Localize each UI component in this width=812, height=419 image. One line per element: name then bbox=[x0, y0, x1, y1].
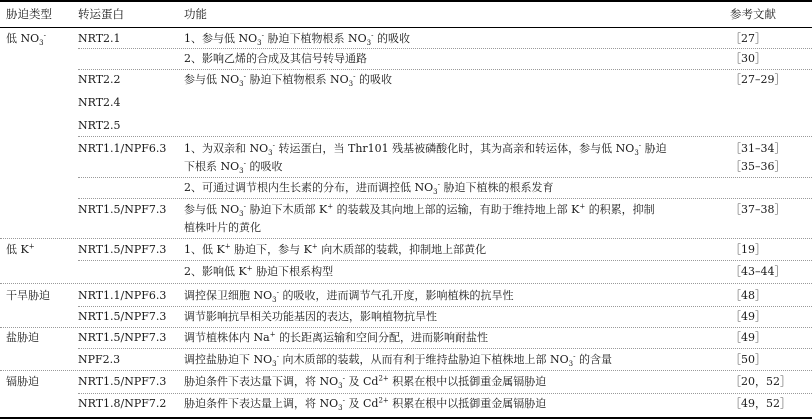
function-text: 胁迫条件下表达量下调，将 $NO_3^-$ 及 $Cd^{2+}$ 积累在根中以抵御重金属镉胁迫 bbox=[184, 374, 547, 391]
group-label-salt: 盐胁迫 bbox=[6, 331, 39, 344]
function-text: 胁迫条件下表达量上调，将 $NO_3^-$ 及 $Cd^{2+}$ 积累在根中以抵御重金属镉胁迫 bbox=[184, 396, 547, 413]
group-label-drought: 干旱胁迫 bbox=[6, 289, 50, 302]
transporter-name: NRT1.1/NPF6.3 bbox=[78, 289, 167, 302]
row-separator bbox=[0, 238, 812, 239]
reference-cell: ［37–38］ bbox=[730, 203, 786, 216]
transporter-name: NRT2.2 bbox=[78, 73, 121, 86]
group-label-low-nitrate: 低 $NO_3^-$ bbox=[6, 31, 46, 48]
row-separator bbox=[78, 393, 812, 394]
row-separator bbox=[78, 177, 812, 178]
function-text: 参与低 $NO_3^-$ 胁迫下木质部 K+ 的装载及其向地上部的运输，有助于维持地上部 K+ 的积累，抑制 bbox=[184, 202, 655, 219]
reference-cell: ［20，52］ bbox=[730, 375, 791, 388]
row-separator bbox=[0, 370, 812, 371]
row-separator bbox=[78, 69, 812, 70]
row-separator bbox=[78, 48, 812, 49]
function-text: 1、参与低 $NO_3^-$ 胁迫下植物根系 $NO_3^-$ 的吸收 bbox=[184, 31, 410, 48]
row-separator bbox=[78, 348, 812, 349]
function-text: 调节植株体内 Na+ 的长距离运输和空间分配，进而影响耐盐性 bbox=[184, 330, 489, 344]
function-text: 调节影响抗旱相关功能基因的表达，影响植物抗旱性 bbox=[184, 310, 437, 323]
reference-cell: ［27–29］ bbox=[730, 73, 786, 86]
transporter-name: NRT1.5/NPF7.3 bbox=[78, 310, 167, 323]
function-text: 参与低 $NO_3^-$ 胁迫下植物根系 $NO_3^-$ 的吸收 bbox=[184, 72, 392, 89]
reference-cell: ［43–44］ bbox=[730, 265, 786, 278]
function-text: 1、低 K+ 胁迫下，参与 K+ 向木质部的装载，抑制地上部黄化 bbox=[184, 242, 487, 256]
transporter-name: NPF2.3 bbox=[78, 353, 121, 366]
transporter-name: NRT1.5/NPF7.3 bbox=[78, 331, 167, 344]
transporter-name: NRT1.1/NPF6.3 bbox=[78, 142, 167, 155]
transporter-name: NRT1.8/NPF7.2 bbox=[78, 397, 167, 410]
function-text: 调控保卫细胞 $NO_3^-$ 的吸收，进而调节气孔开度，影响植株的抗旱性 bbox=[184, 288, 514, 305]
table-header-rule bbox=[0, 27, 812, 28]
table-top-rule bbox=[0, 0, 812, 2]
reference-cell: ［19］ bbox=[730, 243, 766, 256]
row-separator bbox=[78, 198, 812, 199]
reference-cell: ［50］ bbox=[730, 353, 766, 366]
header-function: 功能 bbox=[184, 7, 207, 21]
transporter-name: NRT2.4 bbox=[78, 96, 121, 109]
row-separator bbox=[78, 260, 812, 261]
transporter-name: NRT1.5/NPF7.3 bbox=[78, 375, 167, 388]
row-separator bbox=[0, 283, 812, 284]
row-separator bbox=[0, 327, 812, 328]
function-text: 2、可通过调节根内生长素的分布，进而调控低 $NO_3^-$ 胁迫下植株的根系发育 bbox=[184, 180, 554, 197]
function-text: 植株叶片的黄化 bbox=[184, 221, 261, 234]
transporter-name: NRT1.5/NPF7.3 bbox=[78, 243, 167, 256]
row-separator bbox=[78, 136, 812, 137]
header-stress-type: 胁迫类型 bbox=[6, 7, 52, 21]
reference-cell: ［49］ bbox=[730, 331, 766, 344]
group-label-low-potassium: 低 K+ bbox=[6, 242, 35, 256]
function-text: 调控盐胁迫下 $NO_3^-$ 向木质部的装载，从而有利于维持盐胁迫下植株地上部 $NO_3^-$ 的含量 bbox=[184, 352, 612, 369]
transporter-name: NRT2.1 bbox=[78, 32, 121, 45]
group-label-cadmium: 镉胁迫 bbox=[6, 375, 39, 388]
reference-cell: ［27］ bbox=[730, 32, 766, 45]
row-separator bbox=[78, 306, 812, 307]
reference-cell: ［31–34］ bbox=[730, 142, 786, 155]
function-text: 2、影响乙烯的合成及其信号转导通路 bbox=[184, 52, 367, 65]
reference-cell: ［30］ bbox=[730, 52, 766, 65]
reference-cell: ［48］ bbox=[730, 289, 766, 302]
reference-cell: ［49］ bbox=[730, 310, 766, 323]
function-text: 下根系 $NO_3^-$ 的吸收 bbox=[184, 159, 283, 176]
reference-cell: ［35–36］ bbox=[730, 160, 786, 173]
function-text: 1、为双亲和 $NO_3^-$ 转运蛋白，当 Thr101 残基被磷酸化时，其为高亲和转运体，参与低 $NO_3^-$ 胁迫 bbox=[184, 141, 667, 158]
transporter-name: NRT2.5 bbox=[78, 119, 121, 132]
header-transporter: 转运蛋白 bbox=[78, 7, 124, 21]
function-text: 2、影响低 K+ 胁迫下根系构型 bbox=[184, 264, 334, 278]
header-references: 参考文献 bbox=[730, 7, 776, 21]
transporter-name: NRT1.5/NPF7.3 bbox=[78, 203, 167, 216]
reference-cell: ［49，52］ bbox=[730, 397, 791, 410]
